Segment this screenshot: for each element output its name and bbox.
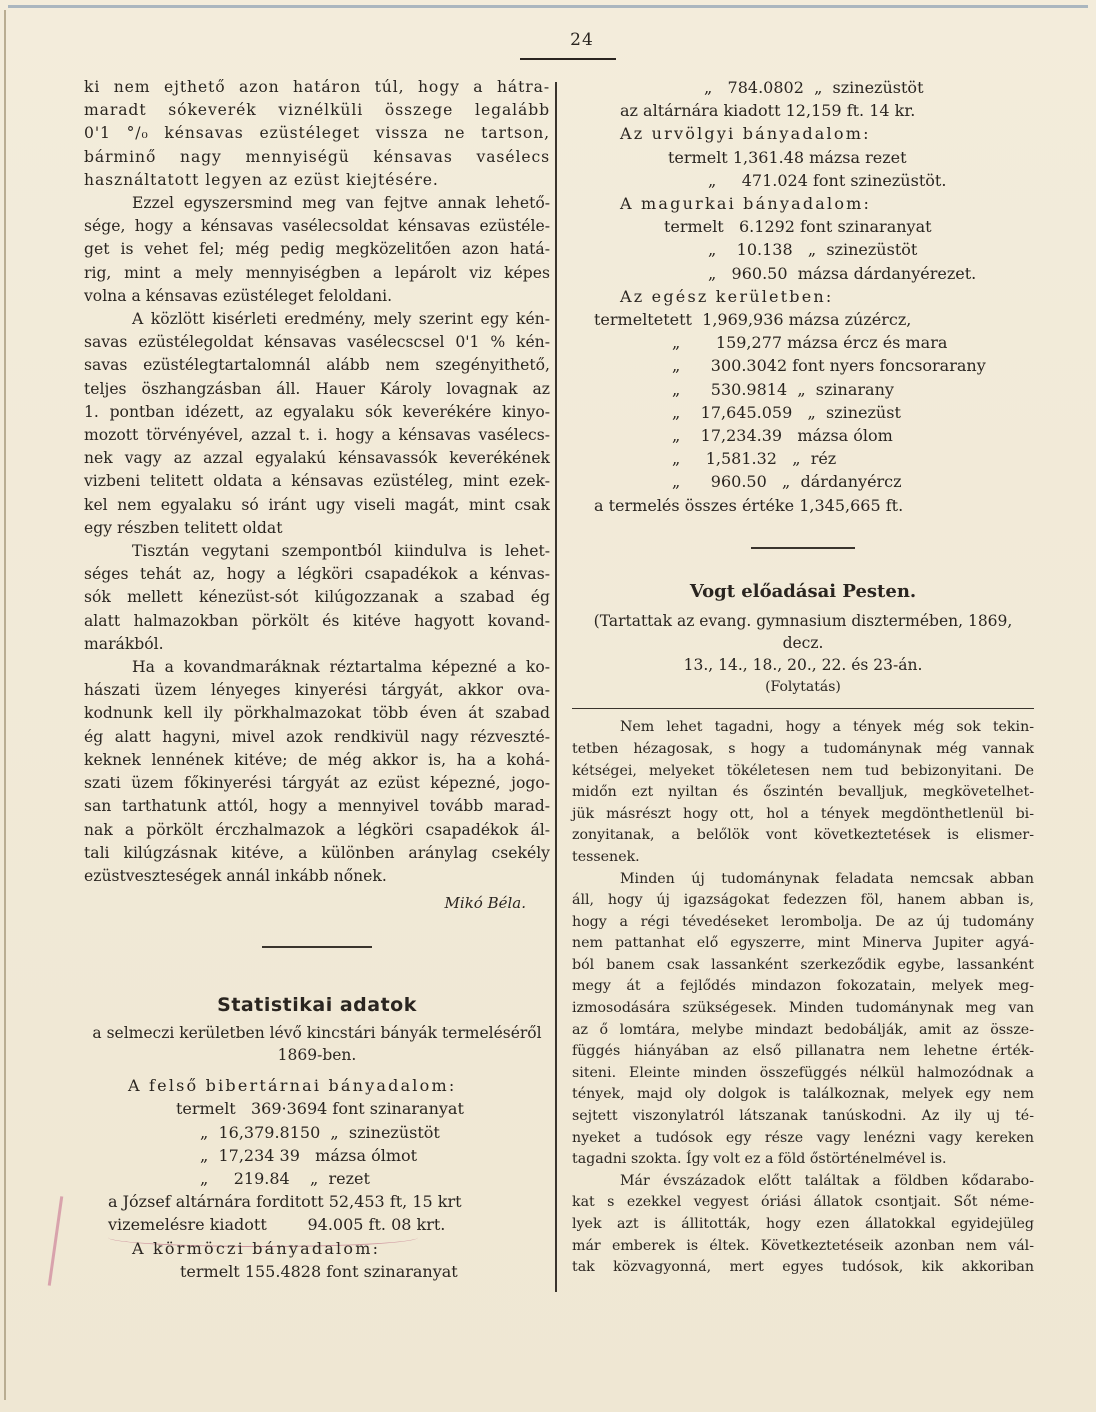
text-line: maradt sókeverék viznélküli összege legalább xyxy=(84,101,550,120)
stat-row: termeltetett 1,969,936 mázsa zúzércz, xyxy=(594,310,912,330)
stat-heading: Az egész kerületben: xyxy=(620,286,834,306)
stat-row: „ 17,234 39 mázsa ólmot xyxy=(200,1145,418,1165)
text-line: kétségei, melyeket tökéletesen nem tud bebizonyitani. De xyxy=(572,762,1034,779)
stat-heading: A felső bibertárnai bányadalom: xyxy=(128,1076,457,1096)
stat-row: „ 159,277 mázsa ércz és mara xyxy=(672,333,948,353)
stat-row: termelt 1,361.48 mázsa rezet xyxy=(668,147,907,167)
text-line: alatt halmazokban pörkölt és kitéve hagyott kovand- xyxy=(84,611,550,630)
stat-row: „ 300.3042 font nyers foncsorarany xyxy=(672,356,986,376)
stat-heading: A magurkai bányadalom: xyxy=(620,194,872,214)
stat-heading: Az urvölgyi bányadalom: xyxy=(620,124,871,144)
text-line: 1. pontban idézett, az egyalaku sók keverékére kinyo- xyxy=(84,402,550,421)
text-line: tagadni szokta. Így volt ez a föld őstörténelmével is. xyxy=(572,1151,947,1168)
column-divider xyxy=(555,82,557,1292)
stat-row: „ 960.50 „ dárdanyércz xyxy=(672,472,902,492)
text-line: savas ezüstélegoldat kénsavas vasélecscsel 0'1 % kén- xyxy=(84,333,550,352)
text-line: hászati üzem lényeges kinyerési tárgyát, akkor ova- xyxy=(84,681,550,700)
text-line: lyek azt is állitották, hogy ezen állatokkal egyidejüleg xyxy=(572,1216,1034,1233)
text-line: Már évszázadok előtt találtak a földben kődarabo- xyxy=(620,1172,1034,1189)
section-rule xyxy=(262,946,372,948)
stat-row: „ 530.9814 „ szinarany xyxy=(672,379,894,399)
stat-row: „ 784.0802 „ szinezüstöt xyxy=(704,78,924,97)
text-line: sók mellett kénezüst-sót kilúgozzanak a szabad ég xyxy=(84,588,550,607)
stat-row: „ 471.024 font szinezüstöt. xyxy=(708,170,947,190)
text-line: nyeket a tudósok egy része vagy lenézni vagy kereken xyxy=(572,1129,1034,1146)
lecture-title: Vogt előadásai Pesten. xyxy=(689,580,917,602)
text-line: san tarthatunk attól, hogy a mennyivel tovább marad- xyxy=(84,797,550,816)
text-line: ezüstveszteségek annál inkább nőnek. xyxy=(84,866,387,885)
continuation-note: (Folytatás) xyxy=(765,678,841,695)
section-rule xyxy=(751,547,855,549)
text-line: kel nem egyalaku só iránt ugy viseli magát, mint csak xyxy=(84,495,550,514)
author-signature: Mikó Béla. xyxy=(444,894,526,913)
top-edge-line xyxy=(8,5,1088,8)
text-line: savas ezüstélegtartalomnál alább nem szegényithető, xyxy=(84,356,550,375)
stat-row: az altárnára kiadott 12,159 ft. 14 kr. xyxy=(620,101,916,121)
article-paragraph-1 xyxy=(84,76,550,192)
left-column xyxy=(84,76,550,1283)
article-paragraph-4 xyxy=(84,540,550,656)
stat-section-title: Statistikai adatok xyxy=(217,994,417,1017)
text-line: nak a pörkölt érczhalmazok a légköri csapadékok ál- xyxy=(84,820,550,839)
text-line: függés hiányában az első pillanatra nem lehetne érték- xyxy=(572,1043,1034,1060)
text-line: ból banem csak lassanként szerkeződik egybe, lassanként xyxy=(572,956,1034,973)
text-line: szati üzem főkinyerési tárgyát az ezüst képezné, jogo- xyxy=(84,774,550,793)
text-line: sejtett viszonylatról látszanak tanúskodni. Az ily uj té- xyxy=(572,1108,1034,1125)
stat-row: „ 16,379.8150 „ szinezüstöt xyxy=(200,1122,440,1142)
text-line: tetben hézagosak, s hogy a tudománynak még vannak xyxy=(572,740,1034,757)
stat-total: a termelés összes értéke 1,345,665 ft. xyxy=(594,495,904,515)
text-line: ég alatt hagyni, mivel azok rendkivül nagy rézveszté- xyxy=(84,727,550,746)
right-column xyxy=(572,76,1034,1279)
pencil-mark xyxy=(48,1196,63,1286)
stat-row: „ 17,645.059 „ szinezüst xyxy=(672,402,901,422)
text-line: Nem lehet tagadni, hogy a tények még sok tekin- xyxy=(620,719,1034,736)
lecture-paragraph-1 xyxy=(572,717,1034,868)
text-line: jük másrészt hogy ott, hol a tények megdönthetlenül bi- xyxy=(572,805,1034,822)
text-line: kat s ezekkel vegyest óriási állatok csontjait. Sőt néme- xyxy=(572,1194,1034,1211)
stat-row: termelt 6.1292 font szinaranyat xyxy=(664,217,932,237)
text-line: egy részben telitett oldat xyxy=(84,518,283,537)
stat-row: „ 219.84 „ rezet xyxy=(200,1168,370,1188)
stat-subtitle: a selmeczi kerületben lévő kincstári bányák termeléséről xyxy=(92,1024,542,1043)
text-line: ki nem ejthető azon határon túl, hogy a hátra- xyxy=(84,78,550,96)
lecture-paragraph-3 xyxy=(572,1171,1034,1279)
text-line: tali kilúgzásnak kitéve, a különben aránylag csekély xyxy=(84,843,550,862)
text-line: marákból. xyxy=(84,634,164,653)
stat-list-right xyxy=(572,76,1034,517)
text-line: izmosodására szükségesek. Minden tudománynak meg van xyxy=(572,1000,1034,1017)
text-line: hogy a régi tévedéseket lerombolja. De az új tudomány xyxy=(572,913,1034,930)
stat-row: „ 17,234.39 mázsa ólom xyxy=(672,426,893,446)
page-number: 24 xyxy=(570,30,594,50)
text-line: nem pattanhat elő egyszerre, mint Minerva Jupiter agyá- xyxy=(572,935,1034,952)
article-paragraph-5 xyxy=(84,656,550,888)
text-line: tak közvagyonná, mert egyes tudósok, kik akkoriban xyxy=(572,1259,1034,1276)
text-line: az ő lomtára, melybe mindazt bedobálják, amit az össze- xyxy=(572,1021,1034,1038)
lecture-dates: 13., 14., 18., 20., 22. és 23-án. xyxy=(683,655,923,674)
text-line: siteni. Eleinte minden összefüggés nélkül halmozódnak a xyxy=(572,1064,1034,1081)
section-rule xyxy=(572,708,1034,710)
text-line: zonyitanak, a belőlök vont következtetések is elismer- xyxy=(572,827,1034,844)
stat-row: vizemelésre kiadott 94.005 ft. 08 krt. xyxy=(108,1215,446,1235)
text-line: rig, mint a mely mennyiségben a lepárolt viz képes xyxy=(84,263,550,282)
text-line: get is vehet fel; még pedig megközelitően azon hatá- xyxy=(84,240,550,259)
binding-edge xyxy=(4,10,6,1400)
text-line: Tisztán vegytani szempontból kiindulva is lehet- xyxy=(132,542,550,561)
stat-heading: A körmöczi bányadalom: xyxy=(132,1238,381,1258)
stat-row: a József altárnára forditott 52,453 ft, 15 krt xyxy=(108,1192,462,1212)
text-line: tények, majd oly dolgok is találkoznak, melyek egy nem xyxy=(572,1086,1034,1103)
text-line: Ha a kovandmaráknak réztartalma képezné a ko- xyxy=(132,658,550,677)
stat-row: termelt 369·3694 font szinaranyat xyxy=(176,1099,464,1119)
text-line: teljes öszhangzásban áll. Hauer Károly lovagnak az xyxy=(84,379,550,398)
text-line: használtatott legyen az ezüst kiejtésére. xyxy=(84,170,439,189)
stat-subtitle-year: 1869-ben. xyxy=(277,1046,357,1065)
article-paragraph-2 xyxy=(84,192,550,308)
text-line: Minden új tudománynak feladata nemcsak abban xyxy=(620,870,1034,887)
text-line: vizbeni telitett oldata a kénsavas ezüstéleg, mint ezek- xyxy=(84,472,550,491)
text-line: már emberek is éltek. Következtetéseik azonban nem vál- xyxy=(572,1237,1034,1254)
text-line: áll, hogy új igazságokat fedezzen föl, hanem abban is, xyxy=(572,892,1034,909)
text-line: nek vagy az azzal egyalakú kénsavassók keverékének xyxy=(84,449,550,468)
text-line: séges tehát az, hogy a légköri csapadékok a kénvas- xyxy=(84,565,550,584)
text-line: megy át a fejlődés mindazon fokozatain, melyek meg- xyxy=(572,978,1034,995)
stat-list-left xyxy=(84,1074,550,1283)
stat-row: „ 10.138 „ szinezüstöt xyxy=(708,240,918,260)
text-line: midőn ezt nyiltan és őszintén bevalljuk, megkövetelhet- xyxy=(572,784,1034,801)
stat-row: „ 960.50 mázsa dárdanyérezet. xyxy=(708,263,977,283)
stat-row: „ 1,581.32 „ réz xyxy=(672,449,837,469)
lecture-paragraph-2 xyxy=(572,869,1034,1171)
stat-row: termelt 155.4828 font szinaranyat xyxy=(180,1261,458,1281)
text-line: sége, hogy a kénsavas vasélecsoldat kénsavas ezüstéle- xyxy=(84,217,550,236)
text-line: tessenek. xyxy=(572,848,640,865)
text-line: Ezzel egyszersmind meg van fejtve annak lehető- xyxy=(132,194,550,213)
text-line: A közlött kisérleti eredmény, mely szerint egy kén- xyxy=(132,310,550,329)
text-line: keknek lennének kitéve; de még akkor is, ha a kohá- xyxy=(84,750,550,769)
text-line: 0'1 °/₀ kénsavas ezüstéleget vissza ne tartson, xyxy=(84,124,550,143)
text-line: mozott törvényével, azzal t. i. hogy a kénsavas vasélecs- xyxy=(84,426,550,445)
article-paragraph-3 xyxy=(84,308,550,540)
text-line: volna a kénsavas ezüstéleget feloldani. xyxy=(84,286,393,305)
text-line: kodnunk kell ily pörkhalmazokat több éven át szabad xyxy=(84,704,550,723)
page-number-rule xyxy=(520,58,616,60)
lecture-subtitle: (Tartattak az evang. gymnasium disztermében, 1869, decz. xyxy=(593,611,1013,652)
text-line: bárminő nagy mennyiségü kénsavas vasélecs xyxy=(84,147,550,166)
